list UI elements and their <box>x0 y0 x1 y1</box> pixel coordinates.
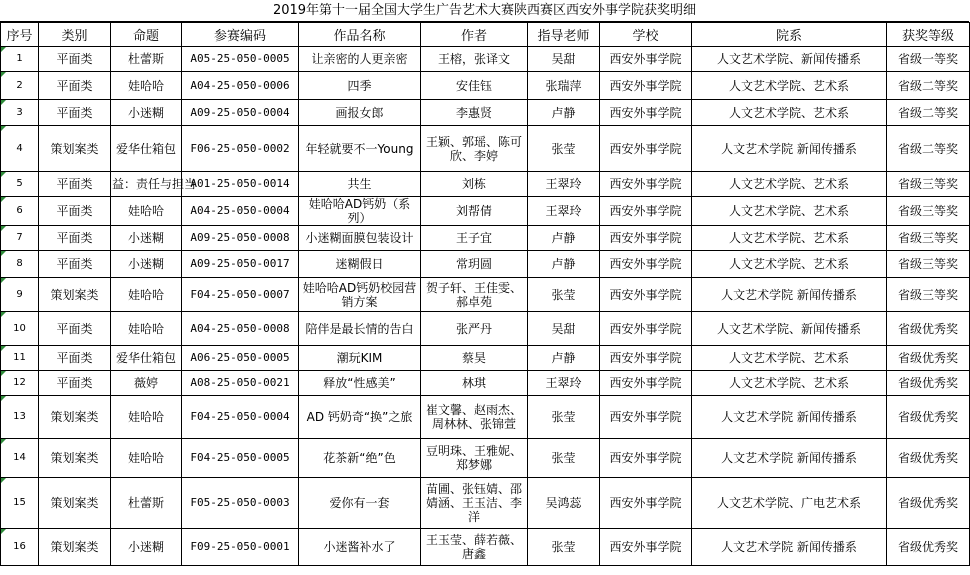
cell-work-name[interactable]: 花茶新“绝”色 <box>299 439 421 478</box>
cell-advisor[interactable]: 吴鸿蕊 <box>528 478 600 529</box>
cell-school[interactable]: 西安外事学院 <box>600 312 692 346</box>
cell-work-name[interactable]: 潮玩KIM <box>299 346 421 371</box>
cell-author[interactable]: 豆明珠、王雅妮、郑梦娜 <box>421 439 528 478</box>
cell-author[interactable]: 李惠贤 <box>421 100 528 126</box>
cell-school[interactable]: 西安外事学院 <box>600 439 692 478</box>
table-row <box>1 72 970 100</box>
cell-award[interactable]: 省级优秀奖 <box>887 478 970 529</box>
cell-index[interactable]: 1 <box>1 47 39 72</box>
header-cell-category[interactable]: 类别 <box>39 23 111 47</box>
cell-index[interactable]: 8 <box>1 251 39 278</box>
cell-code[interactable]: F04-25-050-0004 <box>182 396 299 439</box>
cell-advisor[interactable]: 王翠玲 <box>528 371 600 396</box>
cell-author[interactable]: 王榕，张译文 <box>421 47 528 72</box>
cell-topic[interactable]: 娃哈哈 <box>111 312 182 346</box>
table-body <box>1 47 970 566</box>
cell-author[interactable]: 张严丹 <box>421 312 528 346</box>
cell-category[interactable]: 平面类 <box>39 371 111 396</box>
cell-award[interactable]: 省级二等奖 <box>887 100 970 126</box>
table-row <box>1 278 970 312</box>
cell-school[interactable]: 西安外事学院 <box>600 278 692 312</box>
cell-category[interactable]: 策划案类 <box>39 396 111 439</box>
cell-code[interactable]: A08-25-050-0021 <box>182 371 299 396</box>
cell-award[interactable]: 省级一等奖 <box>887 47 970 72</box>
cell-advisor[interactable]: 张莹 <box>528 439 600 478</box>
cell-code[interactable]: A01-25-050-0014 <box>182 172 299 197</box>
table-row <box>1 478 970 529</box>
cell-work-name[interactable]: 娃哈哈AD钙奶（系列） <box>299 197 421 226</box>
cell-work-name[interactable]: 爱你有一套 <box>299 478 421 529</box>
cell-award[interactable]: 省级二等奖 <box>887 126 970 172</box>
cell-author[interactable]: 苗圃、张钰婧、邵婧涵、王玉洁、李洋 <box>421 478 528 529</box>
cell-department[interactable]: 人文艺术学院 新闻传播系 <box>692 396 887 439</box>
award-table <box>0 22 970 566</box>
table-row <box>1 346 970 371</box>
cell-index[interactable]: 5 <box>1 172 39 197</box>
header-row <box>1 23 970 47</box>
cell-advisor[interactable]: 卢静 <box>528 346 600 371</box>
cell-topic[interactable]: 爱华仕箱包 <box>111 346 182 371</box>
table-row <box>1 172 970 197</box>
cell-code[interactable]: A09-25-050-0004 <box>182 100 299 126</box>
cell-work-name[interactable]: 让亲密的人更亲密 <box>299 47 421 72</box>
cell-author[interactable]: 刘帮倩 <box>421 197 528 226</box>
cell-topic[interactable]: 益：责任与担当 <box>111 172 182 197</box>
cell-work-name[interactable]: 画报女郎 <box>299 100 421 126</box>
cell-code[interactable]: A09-25-050-0008 <box>182 226 299 251</box>
cell-advisor[interactable]: 卢静 <box>528 251 600 278</box>
cell-code[interactable]: A04-25-050-0004 <box>182 197 299 226</box>
cell-school[interactable]: 西安外事学院 <box>600 346 692 371</box>
cell-work-name[interactable]: 共生 <box>299 172 421 197</box>
cell-department[interactable]: 人文艺术学院 新闻传播系 <box>692 529 887 566</box>
cell-topic[interactable]: 小迷糊 <box>111 100 182 126</box>
cell-index[interactable]: 16 <box>1 529 39 566</box>
cell-category[interactable]: 平面类 <box>39 226 111 251</box>
cell-department[interactable]: 人文艺术学院 新闻传播系 <box>692 278 887 312</box>
cell-award[interactable]: 省级优秀奖 <box>887 529 970 566</box>
cell-advisor[interactable]: 卢静 <box>528 226 600 251</box>
cell-index[interactable]: 13 <box>1 396 39 439</box>
cell-award[interactable]: 省级优秀奖 <box>887 312 970 346</box>
cell-author[interactable]: 王玉莹、薛若薇、唐鑫 <box>421 529 528 566</box>
cell-school[interactable]: 西安外事学院 <box>600 478 692 529</box>
cell-department[interactable]: 人文艺术学院、新闻传播系 <box>692 312 887 346</box>
cell-school[interactable]: 西安外事学院 <box>600 172 692 197</box>
cell-department[interactable]: 人文艺术学院、艺术系 <box>692 197 887 226</box>
header-cell-advisor[interactable]: 指导老师 <box>528 23 600 47</box>
cell-advisor[interactable]: 张莹 <box>528 278 600 312</box>
cell-work-name[interactable]: 年轻就要不一Young <box>299 126 421 172</box>
cell-author[interactable]: 蔡昊 <box>421 346 528 371</box>
header-cell-topic[interactable]: 命题 <box>111 23 182 47</box>
table-row <box>1 529 970 566</box>
cell-department[interactable]: 人文艺术学院、艺术系 <box>692 371 887 396</box>
cell-school[interactable]: 西安外事学院 <box>600 100 692 126</box>
cell-department[interactable]: 人文艺术学院、艺术系 <box>692 226 887 251</box>
cell-school[interactable]: 西安外事学院 <box>600 126 692 172</box>
sheet-title: 2019年第十一届全国大学生广告艺术大赛陕西赛区西安外事学院获奖明细 <box>0 0 969 22</box>
cell-work-name[interactable]: 四季 <box>299 72 421 100</box>
cell-author[interactable]: 贺子轩、王佳雯、郝卓苑 <box>421 278 528 312</box>
cell-award[interactable]: 省级优秀奖 <box>887 439 970 478</box>
cell-advisor[interactable]: 张莹 <box>528 126 600 172</box>
cell-category[interactable]: 平面类 <box>39 172 111 197</box>
cell-work-name[interactable]: 小迷酱补水了 <box>299 529 421 566</box>
table-row <box>1 100 970 126</box>
cell-department[interactable]: 人文艺术学院、新闻传播系 <box>692 47 887 72</box>
cell-index[interactable]: 10 <box>1 312 39 346</box>
cell-school[interactable]: 西安外事学院 <box>600 371 692 396</box>
cell-award[interactable]: 省级三等奖 <box>887 251 970 278</box>
cell-category[interactable]: 平面类 <box>39 72 111 100</box>
cell-work-name[interactable]: 小迷糊面膜包装设计 <box>299 226 421 251</box>
cell-school[interactable]: 西安外事学院 <box>600 251 692 278</box>
cell-author[interactable]: 常玥圆 <box>421 251 528 278</box>
cell-school[interactable]: 西安外事学院 <box>600 197 692 226</box>
cell-advisor[interactable]: 吴甜 <box>528 47 600 72</box>
cell-category[interactable]: 平面类 <box>39 346 111 371</box>
table-row <box>1 126 970 172</box>
cell-award[interactable]: 省级优秀奖 <box>887 396 970 439</box>
cell-index[interactable]: 14 <box>1 439 39 478</box>
cell-category[interactable]: 策划案类 <box>39 126 111 172</box>
cell-topic[interactable]: 小迷糊 <box>111 226 182 251</box>
cell-category[interactable]: 平面类 <box>39 47 111 72</box>
cell-department[interactable]: 人文艺术学院、广电艺术系 <box>692 478 887 529</box>
cell-topic[interactable]: 娃哈哈 <box>111 439 182 478</box>
header-cell-school[interactable]: 学校 <box>600 23 692 47</box>
cell-school[interactable]: 西安外事学院 <box>600 226 692 251</box>
cell-code[interactable]: F06-25-050-0002 <box>182 126 299 172</box>
cell-work-name[interactable]: 释放“性感美” <box>299 371 421 396</box>
cell-advisor[interactable]: 王翠玲 <box>528 197 600 226</box>
cell-school[interactable]: 西安外事学院 <box>600 72 692 100</box>
cell-author[interactable]: 刘栋 <box>421 172 528 197</box>
cell-award[interactable]: 省级二等奖 <box>887 72 970 100</box>
cell-department[interactable]: 人文艺术学院、艺术系 <box>692 346 887 371</box>
table-row <box>1 226 970 251</box>
cell-topic[interactable]: 娃哈哈 <box>111 197 182 226</box>
cell-category[interactable]: 平面类 <box>39 251 111 278</box>
cell-advisor[interactable]: 张莹 <box>528 529 600 566</box>
cell-index[interactable]: 6 <box>1 197 39 226</box>
cell-category[interactable]: 平面类 <box>39 197 111 226</box>
cell-award[interactable]: 省级优秀奖 <box>887 346 970 371</box>
cell-award[interactable]: 省级三等奖 <box>887 172 970 197</box>
cell-index[interactable]: 11 <box>1 346 39 371</box>
cell-author[interactable]: 林琪 <box>421 371 528 396</box>
cell-work-name[interactable]: 娃哈哈AD钙奶校园营销方案 <box>299 278 421 312</box>
cell-code[interactable]: F05-25-050-0003 <box>182 478 299 529</box>
cell-award[interactable]: 省级优秀奖 <box>887 371 970 396</box>
cell-index[interactable]: 15 <box>1 478 39 529</box>
cell-school[interactable]: 西安外事学院 <box>600 47 692 72</box>
cell-author[interactable]: 崔文馨、赵雨杰、周林林、张锦萱 <box>421 396 528 439</box>
cell-category[interactable]: 策划案类 <box>39 478 111 529</box>
cell-index[interactable]: 12 <box>1 371 39 396</box>
header-cell-work-name[interactable]: 作品名称 <box>299 23 421 47</box>
cell-author[interactable]: 王颖、郭瑶、陈可欣、李婷 <box>421 126 528 172</box>
cell-award[interactable]: 省级三等奖 <box>887 278 970 312</box>
cell-topic[interactable]: 娃哈哈 <box>111 278 182 312</box>
cell-advisor[interactable]: 王翠玲 <box>528 172 600 197</box>
cell-topic[interactable]: 小迷糊 <box>111 529 182 566</box>
cell-school[interactable]: 西安外事学院 <box>600 529 692 566</box>
cell-index[interactable]: 3 <box>1 100 39 126</box>
cell-topic[interactable]: 小迷糊 <box>111 251 182 278</box>
cell-advisor[interactable]: 吴甜 <box>528 312 600 346</box>
cell-code[interactable]: A09-25-050-0017 <box>182 251 299 278</box>
cell-topic[interactable]: 薇婷 <box>111 371 182 396</box>
table-row <box>1 312 970 346</box>
header-cell-award[interactable]: 获奖等级 <box>887 23 970 47</box>
cell-author[interactable]: 王子宜 <box>421 226 528 251</box>
cell-code[interactable]: A04-25-050-0006 <box>182 72 299 100</box>
table-row <box>1 197 970 226</box>
cell-work-name[interactable]: 陪伴是最长情的告白 <box>299 312 421 346</box>
cell-category[interactable]: 平面类 <box>39 100 111 126</box>
cell-department[interactable]: 人文艺术学院、艺术系 <box>692 251 887 278</box>
cell-advisor[interactable]: 张莹 <box>528 396 600 439</box>
cell-department[interactable]: 人文艺术学院、艺术系 <box>692 72 887 100</box>
cell-category[interactable]: 策划案类 <box>39 529 111 566</box>
cell-work-name[interactable]: 迷糊假日 <box>299 251 421 278</box>
header-cell-index[interactable]: 序号 <box>1 23 39 47</box>
cell-department[interactable]: 人文艺术学院 新闻传播系 <box>692 126 887 172</box>
cell-category[interactable]: 策划案类 <box>39 278 111 312</box>
table-row <box>1 371 970 396</box>
cell-topic[interactable]: 杜蕾斯 <box>111 478 182 529</box>
table-row <box>1 439 970 478</box>
cell-code[interactable]: A04-25-050-0008 <box>182 312 299 346</box>
table-row <box>1 396 970 439</box>
cell-code[interactable]: F04-25-050-0007 <box>182 278 299 312</box>
cell-topic[interactable]: 爱华仕箱包 <box>111 126 182 172</box>
table-row <box>1 251 970 278</box>
cell-topic[interactable]: 杜蕾斯 <box>111 47 182 72</box>
cell-code[interactable]: A06-25-050-0005 <box>182 346 299 371</box>
cell-index[interactable]: 9 <box>1 278 39 312</box>
table-row <box>1 47 970 72</box>
header-cell-author[interactable]: 作者 <box>421 23 528 47</box>
cell-topic[interactable]: 娃哈哈 <box>111 396 182 439</box>
cell-code[interactable]: F09-25-050-0001 <box>182 529 299 566</box>
cell-category[interactable]: 平面类 <box>39 312 111 346</box>
header-cell-code[interactable]: 参赛编码 <box>182 23 299 47</box>
cell-advisor[interactable]: 张瑞萍 <box>528 72 600 100</box>
cell-school[interactable]: 西安外事学院 <box>600 396 692 439</box>
cell-award[interactable]: 省级三等奖 <box>887 226 970 251</box>
cell-department[interactable]: 人文艺术学院 新闻传播系 <box>692 439 887 478</box>
cell-index[interactable]: 4 <box>1 126 39 172</box>
cell-author[interactable]: 安佳钰 <box>421 72 528 100</box>
cell-category[interactable]: 策划案类 <box>39 439 111 478</box>
cell-award[interactable]: 省级三等奖 <box>887 197 970 226</box>
cell-code[interactable]: F04-25-050-0005 <box>182 439 299 478</box>
cell-department[interactable]: 人文艺术学院、艺术系 <box>692 100 887 126</box>
cell-department[interactable]: 人文艺术学院、艺术系 <box>692 172 887 197</box>
cell-index[interactable]: 2 <box>1 72 39 100</box>
cell-work-name[interactable]: AD 钙奶奇“换”之旅 <box>299 396 421 439</box>
cell-topic[interactable]: 娃哈哈 <box>111 72 182 100</box>
cell-advisor[interactable]: 卢静 <box>528 100 600 126</box>
header-cell-department[interactable]: 院系 <box>692 23 887 47</box>
cell-code[interactable]: A05-25-050-0005 <box>182 47 299 72</box>
cell-index[interactable]: 7 <box>1 226 39 251</box>
